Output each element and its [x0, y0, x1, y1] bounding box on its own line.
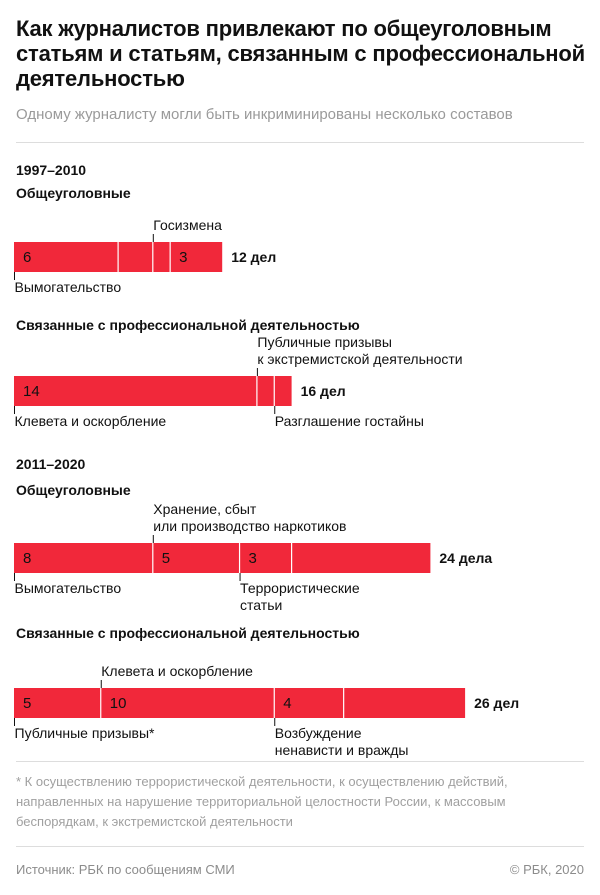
- copyright-note: © РБК, 2020: [509, 862, 584, 877]
- bar-1-1-annotation-0-line-0: Публичные призывы*: [14, 725, 155, 741]
- bar-0-1-segment-0: [14, 376, 257, 406]
- chart-subtitle: Одному журналисту могли быть инкриминированы несколько составов: [16, 106, 513, 123]
- bar-0-1-value-label-0: 14: [23, 383, 40, 400]
- bar-1-0-annotation-1-line-0: Хранение, сбыт: [153, 501, 257, 517]
- bar-1-0-total-label: 24 дела: [439, 550, 493, 566]
- bar-1-1-annotation-2-line-0: Возбуждение: [274, 725, 362, 741]
- bar-0-1-annotation-1-line-1: к экстремистской деятельности: [257, 351, 463, 367]
- bar-0-0-segment-3: [170, 242, 222, 272]
- footer-divider: [16, 846, 584, 847]
- source-note: Источник: РБК по сообщениям СМИ: [16, 862, 235, 877]
- footnote-divider: [16, 761, 584, 762]
- bar-1-1-value-label-0: 5: [23, 695, 32, 712]
- bar-1-0-annotation-2-line-1: статьи: [240, 597, 283, 613]
- group-label-professional-1997-2010: Связанные с профессиональной деятельностью: [16, 317, 360, 333]
- bar-1-0-annotation-2-line-0: Террористические: [240, 580, 360, 596]
- bar-1-1-total-label: 26 дел: [474, 695, 520, 711]
- bar-1-0-segment-0: [14, 543, 153, 573]
- bar-0-0-total-label: 12 дел: [231, 249, 277, 265]
- group-label-professional-2011-2020: Связанные с профессиональной деятельностью: [16, 625, 360, 641]
- footnote: * К осуществлению террористической деятельности, к осуществлению действий, направленных на нарушение территориальной целостности России, к массовым беспорядкам, к экстремистской деятельности: [16, 774, 508, 829]
- bar-0-1-annotation-1-line-0: Публичные призывы: [257, 334, 392, 350]
- group-label-criminal-1997-2010: Общеуголовные: [16, 185, 131, 201]
- bar-1-0-segment-2: [240, 543, 292, 573]
- period-label-2011-2020: 2011–2020: [16, 456, 86, 472]
- bar-1-0-segment-3: [292, 543, 431, 573]
- bar-0-0-annotation-0-line-0: Вымогательство: [14, 279, 122, 295]
- bar-1-1-annotation-1-line-0: Клевета и оскорбление: [101, 663, 253, 679]
- bar-1-1-segment-1: [101, 688, 275, 718]
- period-label-1997-2010: 1997–2010: [16, 162, 87, 178]
- bar-0-1-segment-2: [274, 376, 291, 406]
- bar-1-1-segment-3: [344, 688, 465, 718]
- bar-0-1-annotation-2-line-0: Разглашение гостайны: [274, 413, 424, 429]
- chart-title: Как журналистов привлекают по общеуголовным статьям и статьям, связанным с профессиональной деятельностью: [16, 16, 585, 91]
- bar-1-1-value-label-2: 4: [283, 695, 292, 712]
- group-label-criminal-2011-2020: Общеуголовные: [16, 482, 131, 498]
- bar-0-0-segment-2: [153, 242, 170, 272]
- bar-0-0-value-label-0: 6: [23, 249, 32, 266]
- bar-1-1-annotation-2-line-1: ненависти и вражды: [274, 742, 409, 758]
- bar-0-1-annotation-0-line-0: Клевета и оскорбление: [14, 413, 167, 429]
- bar-1-0-value-label-0: 8: [23, 550, 32, 567]
- bar-0-0-annotation-1-line-0: Госизмена: [153, 217, 222, 233]
- bar-1-0-value-label-2: 3: [248, 550, 257, 567]
- bar-1-1-value-label-1: 10: [109, 695, 127, 712]
- bar-1-0-value-label-1: 5: [161, 550, 171, 567]
- bar-0-1-total-label: 16 дел: [300, 383, 346, 399]
- bar-0-1-segment-1: [257, 376, 274, 406]
- bar-1-0-annotation-0-line-0: Вымогательство: [14, 580, 122, 596]
- bar-0-0-segment-1: [118, 242, 153, 272]
- bar-1-0-annotation-1-line-1: или производство наркотиков: [153, 518, 347, 534]
- bar-0-0-value-label-3: 3: [179, 249, 188, 266]
